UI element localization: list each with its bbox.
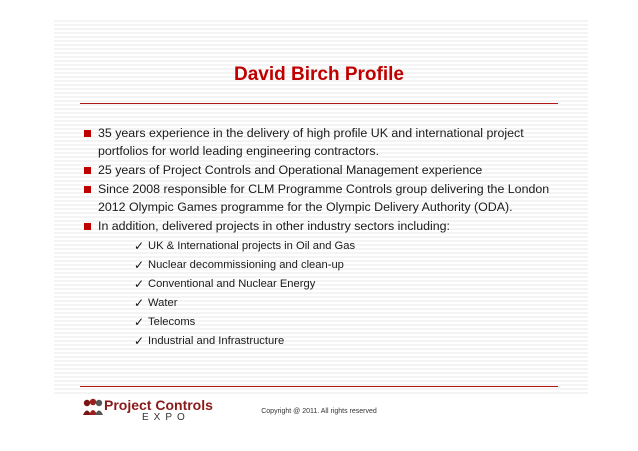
checkmark-icon: ✓	[134, 277, 145, 291]
sector-item	[134, 237, 560, 256]
square-bullet-icon	[84, 186, 91, 193]
top-divider	[80, 103, 558, 104]
bullet-item	[80, 180, 560, 216]
checkmark-icon: ✓	[134, 315, 145, 329]
sector-item	[134, 294, 560, 313]
bullet-list	[80, 124, 560, 352]
checkmark-icon: ✓	[134, 258, 145, 272]
sector-text: UK & International projects in Oil and Gas	[148, 240, 356, 252]
bullet-item	[80, 161, 560, 179]
bottom-divider	[80, 386, 558, 387]
slide-title: David Birch Profile	[234, 64, 404, 85]
checkmark-icon: ✓	[134, 296, 145, 310]
bullet-text: In addition, delivered projects in other industry sectors including:	[98, 219, 450, 233]
sector-text: Conventional and Nuclear Energy	[148, 278, 316, 290]
bullet-item	[80, 217, 560, 351]
sector-item	[134, 313, 560, 332]
sector-text: Industrial and Infrastructure	[148, 335, 285, 347]
square-bullet-icon	[84, 223, 91, 230]
sector-list	[98, 237, 560, 351]
bullet-text: 25 years of Project Controls and Operational Management experience	[98, 163, 483, 177]
square-bullet-icon	[84, 130, 91, 137]
sector-text: Water	[148, 297, 178, 309]
logo-title: Project Controls	[104, 397, 213, 413]
sector-text: Nuclear decommissioning and clean-up	[148, 259, 344, 271]
checkmark-icon: ✓	[134, 239, 145, 253]
sector-text: Telecoms	[148, 316, 196, 328]
sector-item	[134, 275, 560, 294]
bullet-text: 35 years experience in the delivery of high profile UK and international project portfolios for world leading engineering contractors.	[98, 126, 524, 158]
bullet-item	[80, 124, 560, 160]
copyright-text: Copyright @ 2011. All rights reserved	[261, 408, 377, 415]
sector-item	[134, 332, 560, 351]
logo-subtitle: EXPO	[142, 412, 190, 423]
bullet-text: Since 2008 responsible for CLM Programme Controls group delivering the London 2012 Olympic Games programme for the Olympic Delivery Authority (ODA).	[98, 182, 550, 214]
square-bullet-icon	[84, 167, 91, 174]
sector-item	[134, 256, 560, 275]
checkmark-icon: ✓	[134, 334, 145, 348]
